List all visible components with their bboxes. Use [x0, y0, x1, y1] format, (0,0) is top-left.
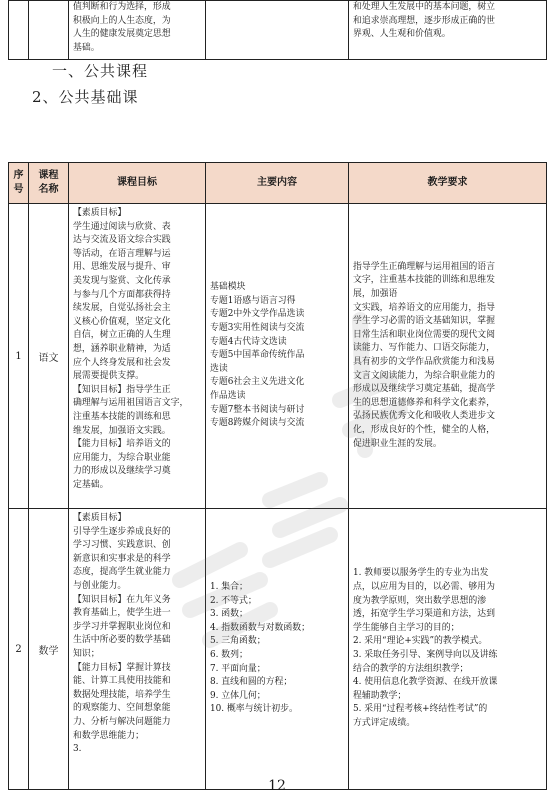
text-line: 学习习惯、实践意识、创 — [73, 540, 171, 551]
text-line: 达与交流及语文综合实践 — [73, 235, 171, 246]
row-goal-cell — [69, 509, 206, 790]
text-line: 步学习并掌握职业岗位和 — [73, 621, 171, 632]
text-line: 等活动，在语言理解与运 — [73, 248, 171, 259]
row-course-name: 语文 — [29, 204, 69, 509]
text-line: 续发展，自觉弘扬社会主 — [73, 303, 171, 314]
row-requirement-cell — [349, 204, 547, 509]
text-line: 积极向上的人生态度，为 — [73, 15, 171, 26]
header-index-line: 序 — [13, 170, 24, 181]
text-line: 文实践，培养语文的应用能力，指导 — [353, 302, 495, 313]
carryover-requirement-text — [349, 1, 546, 45]
text-line: 度为教学原则，突出数学思想的渗 — [353, 595, 487, 606]
text-line: 指导学生正确理解与运用祖国的语言 — [353, 261, 495, 272]
header-index-line: 号 — [13, 184, 24, 195]
text-line: 专题1语感与语言习得 — [210, 295, 296, 306]
text-line: 专题8跨媒介阅读与交流 — [210, 418, 305, 429]
row-content-text — [206, 578, 348, 720]
text-line: 专题5中国革命传统作品 — [210, 350, 305, 361]
text-line: 弘扬民族优秀文化和吸收人类进步文 — [353, 411, 495, 422]
text-line: 基础。 — [73, 42, 100, 53]
text-line: 结合的教学的方法组织教学； — [353, 663, 469, 674]
row-goal-text — [69, 509, 205, 760]
table-header-row — [9, 163, 547, 204]
text-line: 想，涵养职业精神，为适 — [73, 343, 171, 354]
text-line: 值判断和行为选择，形成 — [73, 2, 171, 12]
row-goal-text — [69, 204, 205, 495]
text-line: 界观、人生观和价值观。 — [353, 29, 451, 40]
header-name — [29, 163, 69, 204]
text-line: 3. 函数； — [210, 609, 248, 620]
text-line: 【知识目标】指导学生正 — [73, 384, 171, 395]
carryover-table — [8, 0, 547, 60]
text-line: 和数学思维能力； — [73, 730, 144, 741]
text-line: 透，拓宽学生学习渠道和方法，达到 — [353, 609, 495, 620]
text-line: 学生通过阅读与欣赏、表 — [73, 221, 171, 232]
row-requirement-text — [349, 258, 546, 454]
row-content-cell — [206, 204, 349, 509]
text-line: 力、分析与解决问题能力 — [73, 716, 171, 727]
text-line: 4. 使用信息化教学资源、在线开放课 — [353, 677, 498, 688]
carryover-goal-cell — [69, 1, 206, 60]
text-line: 程辅助教学； — [353, 690, 407, 701]
carryover-requirement-cell — [349, 1, 547, 60]
section-heading: 一、公共课程 — [52, 62, 149, 80]
text-line: 能、计算工具使用技能和 — [73, 676, 171, 687]
text-line: 选读 — [210, 363, 228, 374]
row-course-name: 数学 — [29, 509, 69, 790]
header-index — [9, 163, 29, 204]
table-row — [9, 509, 547, 790]
text-line: 1. 集合； — [210, 582, 248, 593]
text-line: 日常生活和职业岗位需要的现代文阅 — [353, 329, 495, 340]
text-line: 专题2中外文学作品选读 — [210, 309, 305, 320]
header-requirements: 教学要求 — [349, 163, 547, 204]
text-line: 自信，树立正确的人生理 — [73, 330, 171, 341]
text-line: 专题6社会主义先进文化 — [210, 377, 305, 388]
text-line: 【素质目标】 — [73, 208, 127, 218]
text-line: 具有初步的文学作品欣赏能力和浅易 — [353, 357, 495, 367]
text-line: 3. 采取任务引导、案例导向以及讲练 — [353, 650, 498, 660]
text-line: 用、思维发展与提升、审 — [73, 262, 171, 273]
text-line: 确理解与运用祖国语言文字， — [73, 398, 189, 409]
text-line: 的观察能力、空间想象能 — [73, 703, 171, 714]
text-line: 7. 平面向量； — [210, 663, 266, 674]
text-line: 专题4古代诗文选读 — [210, 336, 287, 347]
page-number: 12 — [268, 778, 286, 794]
text-line: 2. 采用“理论+实践”的教学模式。 — [353, 636, 488, 647]
text-line: 引导学生逐步养成良好的 — [73, 526, 171, 537]
text-line: 学生学习必需的语文基础知识，掌握 — [353, 316, 495, 327]
carryover-name-cell — [29, 1, 69, 60]
text-line: 应个人终身发展和社会发 — [73, 357, 171, 368]
text-line: 应用能力，为综合职业能 — [73, 452, 171, 463]
text-line: 化，形成良好的个性，健全的人格， — [353, 424, 495, 435]
text-line: 和处理人生发展中的基本问题，树立 — [353, 2, 495, 12]
text-line: 展，加强语 — [353, 289, 398, 300]
text-line: 9. 立体几何； — [210, 690, 266, 701]
text-line: 数据处理技能，培养学生 — [73, 689, 171, 700]
row-content-cell — [206, 509, 349, 790]
text-line: 【素质目标】 — [73, 513, 127, 523]
text-line: 促进职业生涯的发展。 — [353, 438, 442, 449]
text-line: 人生的健康发展奠定思想 — [73, 29, 171, 40]
text-line: 与参与几个方面都获得持 — [73, 289, 171, 300]
table-row — [9, 204, 547, 509]
text-line: 生活中所必要的数学基础 — [73, 635, 171, 646]
text-line: 5. 采用“过程考核+终结性考试”的 — [353, 704, 488, 715]
text-line: 3. — [73, 744, 82, 755]
text-line: 生的思想道德修养和科学文化素养， — [353, 397, 495, 408]
text-line: 【能力目标】培养语文的 — [73, 439, 171, 450]
text-line: 注重基本技能的训练和思 — [73, 411, 171, 422]
row-index: 2 — [9, 509, 29, 790]
row-requirement-cell — [349, 509, 547, 790]
text-line: 基础模块 — [210, 282, 246, 293]
text-line: 学生能够自主学习的目的； — [353, 622, 460, 633]
text-line: 态度，提高学生就业能力 — [73, 567, 171, 578]
text-line: 专题3实用性阅读与交流 — [210, 323, 305, 334]
text-line: 专题7整本书阅读与研讨 — [210, 404, 305, 415]
text-line: 教育基础上，使学生进一 — [73, 608, 171, 619]
text-line: 【知识目标】在九年义务 — [73, 594, 171, 605]
text-line: 【能力目标】掌握计算技 — [73, 662, 171, 673]
text-line: 方式评定成绩。 — [353, 717, 416, 728]
text-line: 10. 概率与统计初步。 — [210, 704, 298, 715]
text-line: 新意识和实事求是的科学 — [73, 553, 171, 564]
course-table — [8, 162, 547, 790]
text-line: 文言文阅读能力，为综合职业能力的 — [353, 370, 495, 381]
header-name-line: 课程 — [38, 170, 59, 181]
text-line: 维发展，加强语文实践。 — [73, 425, 171, 436]
header-name-line: 名称 — [38, 184, 59, 195]
header-goal: 课程目标 — [69, 163, 206, 204]
row-index: 1 — [9, 204, 29, 509]
text-line: 义核心价值观，坚定文化 — [73, 316, 171, 327]
text-line: 6. 数列； — [210, 650, 248, 660]
text-line: 1. 教师要以服务学生的专业为出发 — [353, 568, 489, 579]
row-content-text — [206, 278, 348, 434]
carryover-index-cell — [9, 1, 29, 60]
text-line: 展需要提供支撑。 — [73, 371, 144, 382]
text-line: 和追求崇高理想，逐步形成正确的世 — [353, 15, 495, 26]
text-line: 5. 三角函数； — [210, 636, 266, 647]
text-line: 形成以及继续学习奠定基础，提高学 — [353, 384, 495, 395]
row-goal-cell — [69, 204, 206, 509]
text-line: 2. 不等式； — [210, 595, 257, 606]
text-line: 文字，注重基本技能的训练和思维发 — [353, 275, 495, 286]
text-line: 美发现与鉴赏、文化传承 — [73, 275, 171, 286]
carryover-content-cell — [206, 1, 349, 60]
text-line: 知识； — [73, 648, 100, 659]
text-line: 点，以应用为目的，以必需、够用为 — [353, 582, 495, 593]
subsection-heading: 2、公共基础课 — [32, 88, 139, 106]
carryover-goal-text — [69, 1, 205, 58]
text-line: 读能力、写作能力、口语交际能力， — [353, 343, 495, 354]
text-line: 8. 直线和圆的方程； — [210, 677, 293, 688]
text-line: 与创业能力。 — [73, 580, 127, 591]
text-line: 力的形成以及继续学习奠 — [73, 466, 171, 477]
text-line: 4. 指数函数与对数函数； — [210, 622, 311, 633]
row-requirement-text — [349, 564, 546, 733]
text-line: 定基础。 — [73, 479, 109, 490]
text-line: 作品选读 — [210, 390, 246, 401]
header-content: 主要内容 — [206, 163, 349, 204]
